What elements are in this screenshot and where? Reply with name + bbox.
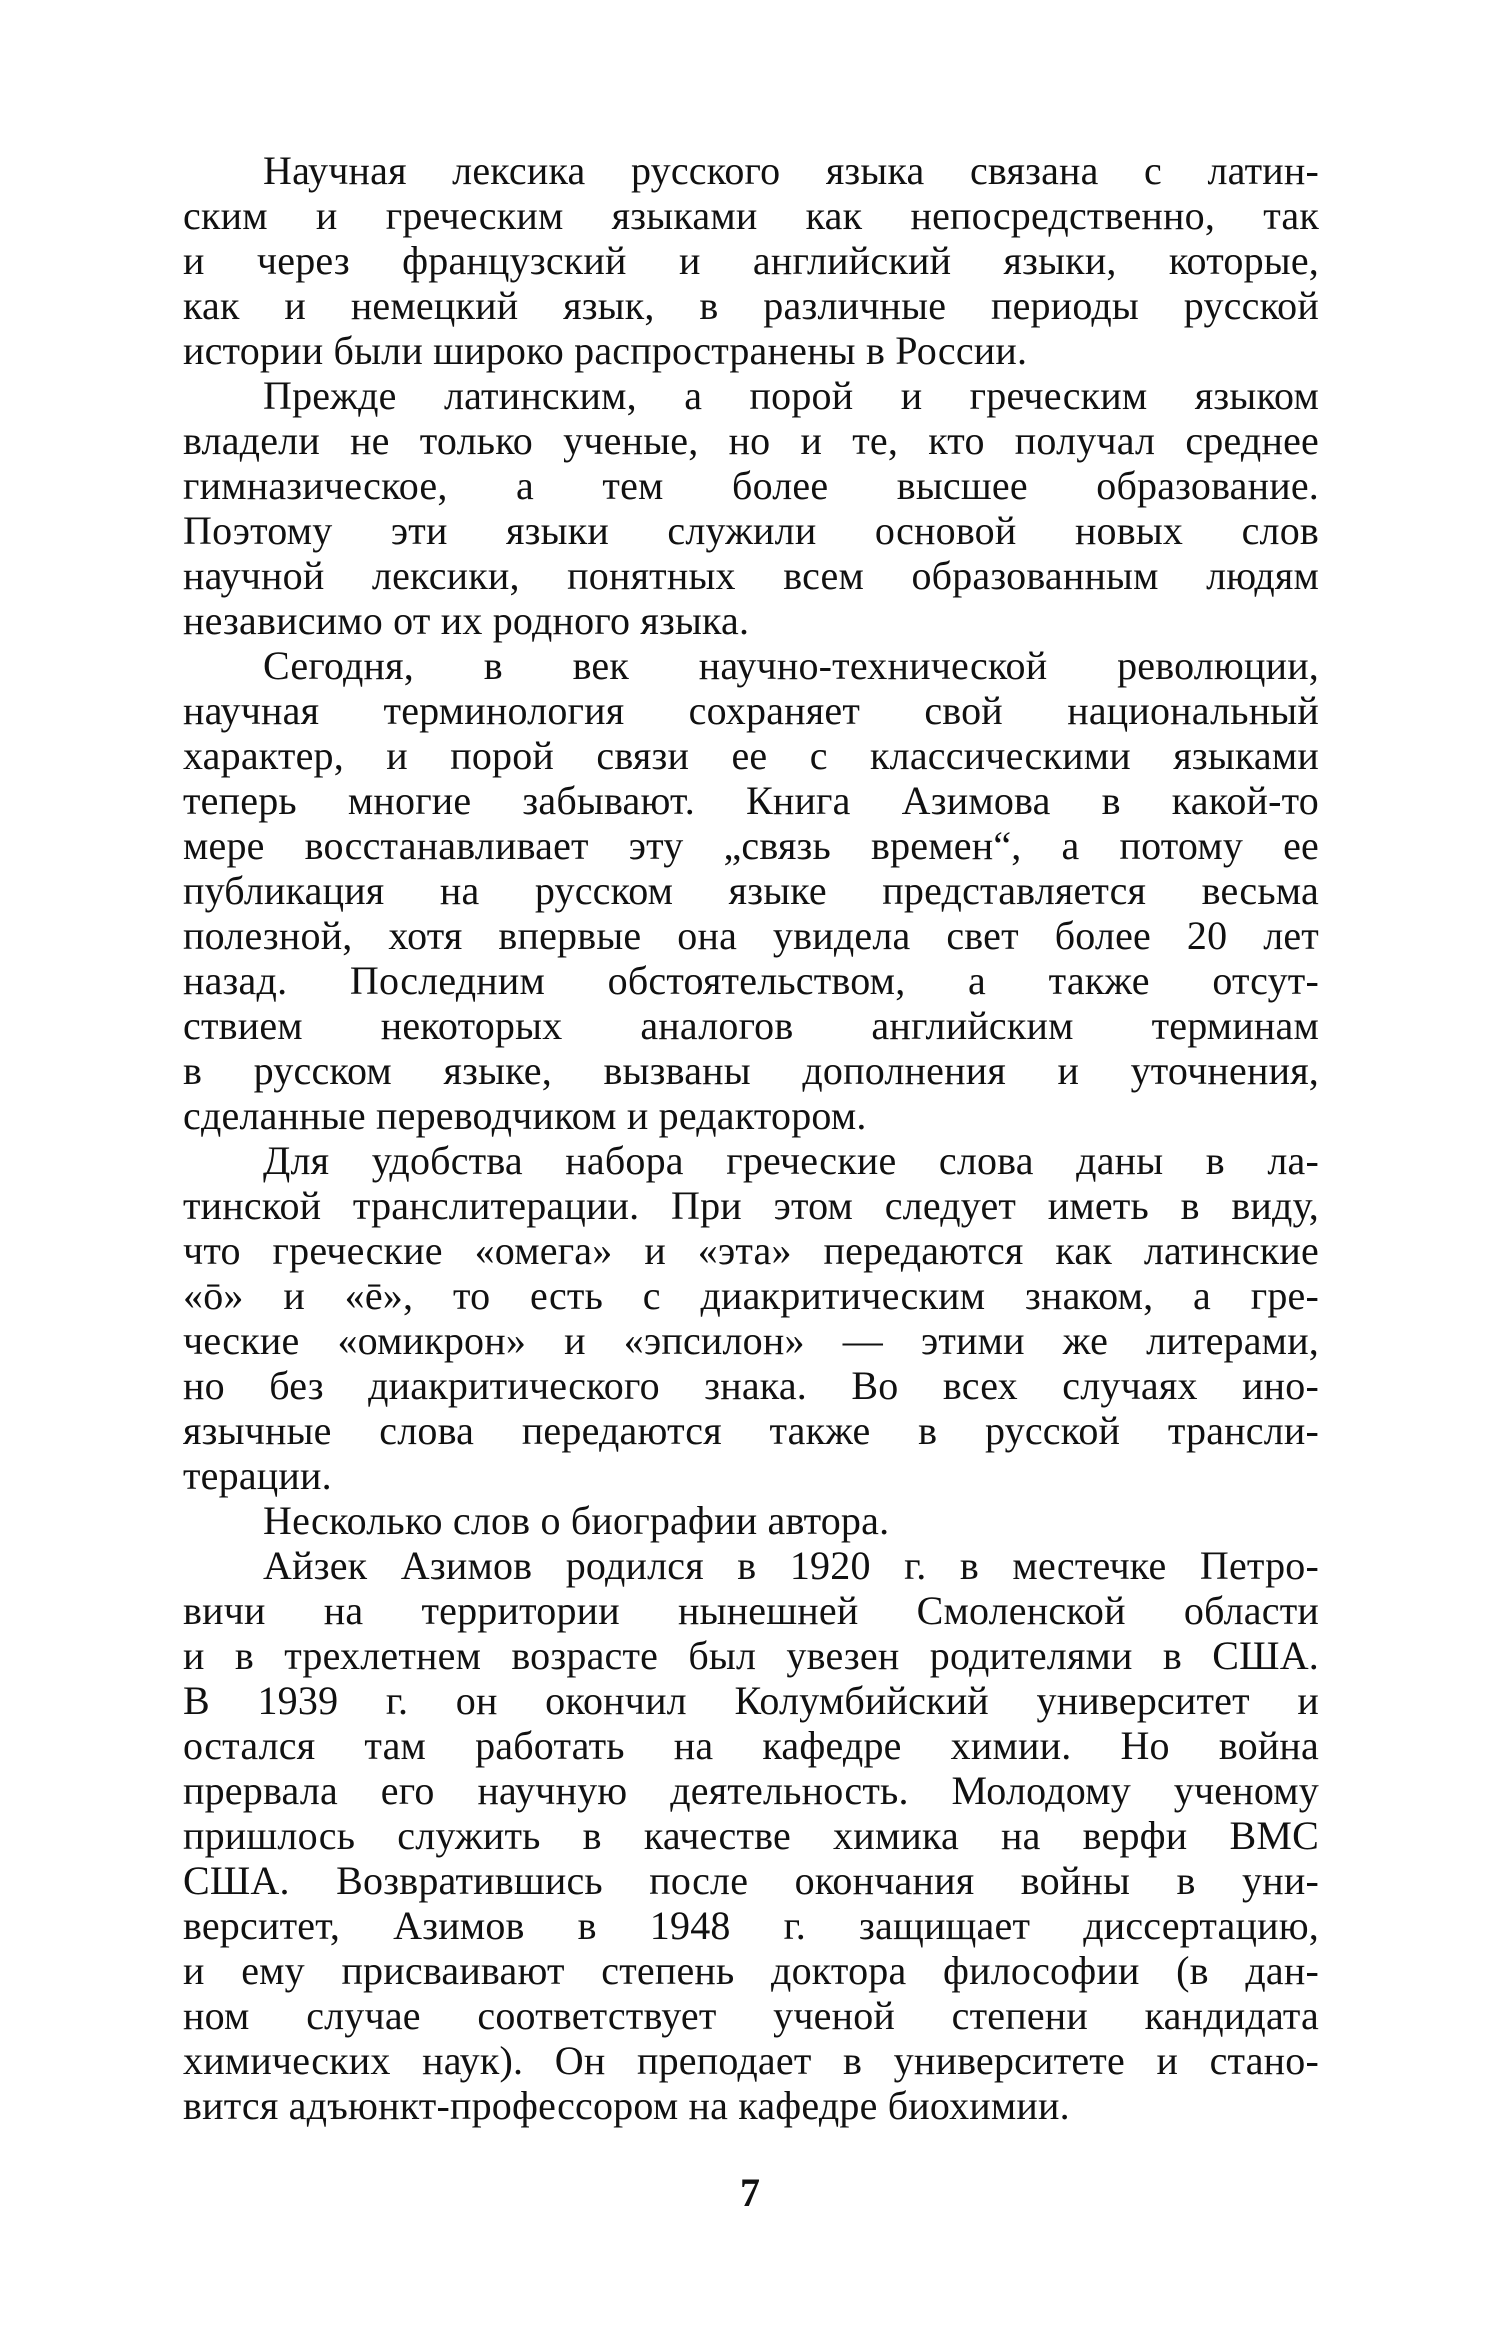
page-number: 7	[740, 2170, 760, 2215]
text-line: научной лексики, понятных всем образованным людям	[183, 553, 1319, 598]
text-line: Научная лексика русского языка связана с латин-	[263, 148, 1319, 193]
text-line: язычные слова передаются также в русской трансли-	[183, 1408, 1319, 1453]
text-line: ческие «омикрон» и «эпсилон» — этими же литерами,	[183, 1318, 1319, 1363]
body-text	[183, 148, 1319, 2128]
text-line: США. Возвратившись после окончания войны в уни-	[183, 1858, 1319, 1903]
text-line: гимназическое, а тем более высшее образование.	[183, 463, 1319, 508]
text-line: в русском языке, вызваны дополнения и уточнения,	[183, 1048, 1319, 1093]
text-line: полезной, хотя впервые она увидела свет более 20 лет	[183, 913, 1319, 958]
text-line: пришлось служить в качестве химика на верфи ВМС	[183, 1813, 1319, 1858]
text-line: Сегодня, в век научно-технической революции,	[263, 643, 1319, 688]
text-line: но без диакритического знака. Во всех случаях ино-	[183, 1363, 1319, 1408]
text-line: ном случае соответствует ученой степени кандидата	[183, 1993, 1319, 2038]
text-line: ствием некоторых аналогов английским терминам	[183, 1003, 1319, 1048]
text-line: сделанные переводчиком и редактором.	[183, 1093, 867, 1138]
text-line: независимо от их родного языка.	[183, 598, 750, 643]
text-line: верситет, Азимов в 1948 г. защищает диссертацию,	[183, 1903, 1319, 1948]
text-line: химических наук). Он преподает в университете и стано-	[183, 2038, 1319, 2083]
text-line: теперь многие забывают. Книга Азимова в какой-то	[183, 778, 1319, 823]
text-line: что греческие «омега» и «эта» передаются как латинские	[183, 1228, 1319, 1273]
text-line: как и немецкий язык, в различные периоды русской	[183, 283, 1319, 328]
text-line: Поэтому эти языки служили основой новых слов	[183, 508, 1319, 553]
text-line: прервала его научную деятельность. Молодому ученому	[183, 1768, 1319, 1813]
text-line: Для удобства набора греческие слова даны в ла-	[263, 1138, 1319, 1183]
text-line: публикация на русском языке представляется весьма	[183, 868, 1319, 913]
text-line: остался там работать на кафедре химии. Но война	[183, 1723, 1319, 1768]
text-line: назад. Последним обстоятельством, а также отсут-	[183, 958, 1319, 1003]
text-line: и ему присваивают степень доктора философии (в дан-	[183, 1948, 1319, 1993]
text-line: и в трехлетнем возрасте был увезен родителями в США.	[183, 1633, 1319, 1678]
text-line: терации.	[183, 1453, 332, 1498]
text-line: В 1939 г. он окончил Колумбийский университет и	[183, 1678, 1319, 1723]
text-line: ским и греческим языками как непосредственно, так	[183, 193, 1319, 238]
text-line: и через французский и английский языки, которые,	[183, 238, 1319, 283]
text-line: Прежде латинским, а порой и греческим языком	[263, 373, 1319, 418]
text-line: тинской транслитерации. При этом следует иметь в виду,	[183, 1183, 1319, 1228]
text-line: Айзек Азимов родился в 1920 г. в местечке Петро-	[263, 1543, 1319, 1588]
text-line: характер, и порой связи ее с классическими языками	[183, 733, 1319, 778]
text-line: истории были широко распространены в России.	[183, 328, 1028, 373]
text-line: вичи на территории нынешней Смоленской области	[183, 1588, 1319, 1633]
text-line: Несколько слов о биографии автора.	[263, 1498, 890, 1543]
text-line: «ō» и «ē», то есть с диакритическим знаком, а гре-	[183, 1273, 1319, 1318]
text-line: вится адъюнкт-профессором на кафедре биохимии.	[183, 2083, 1070, 2128]
text-line: мере восстанавливает эту „связь времен“, а потому ее	[183, 823, 1319, 868]
text-line: владели не только ученые, но и те, кто получал среднее	[183, 418, 1319, 463]
text-line: научная терминология сохраняет свой национальный	[183, 688, 1319, 733]
